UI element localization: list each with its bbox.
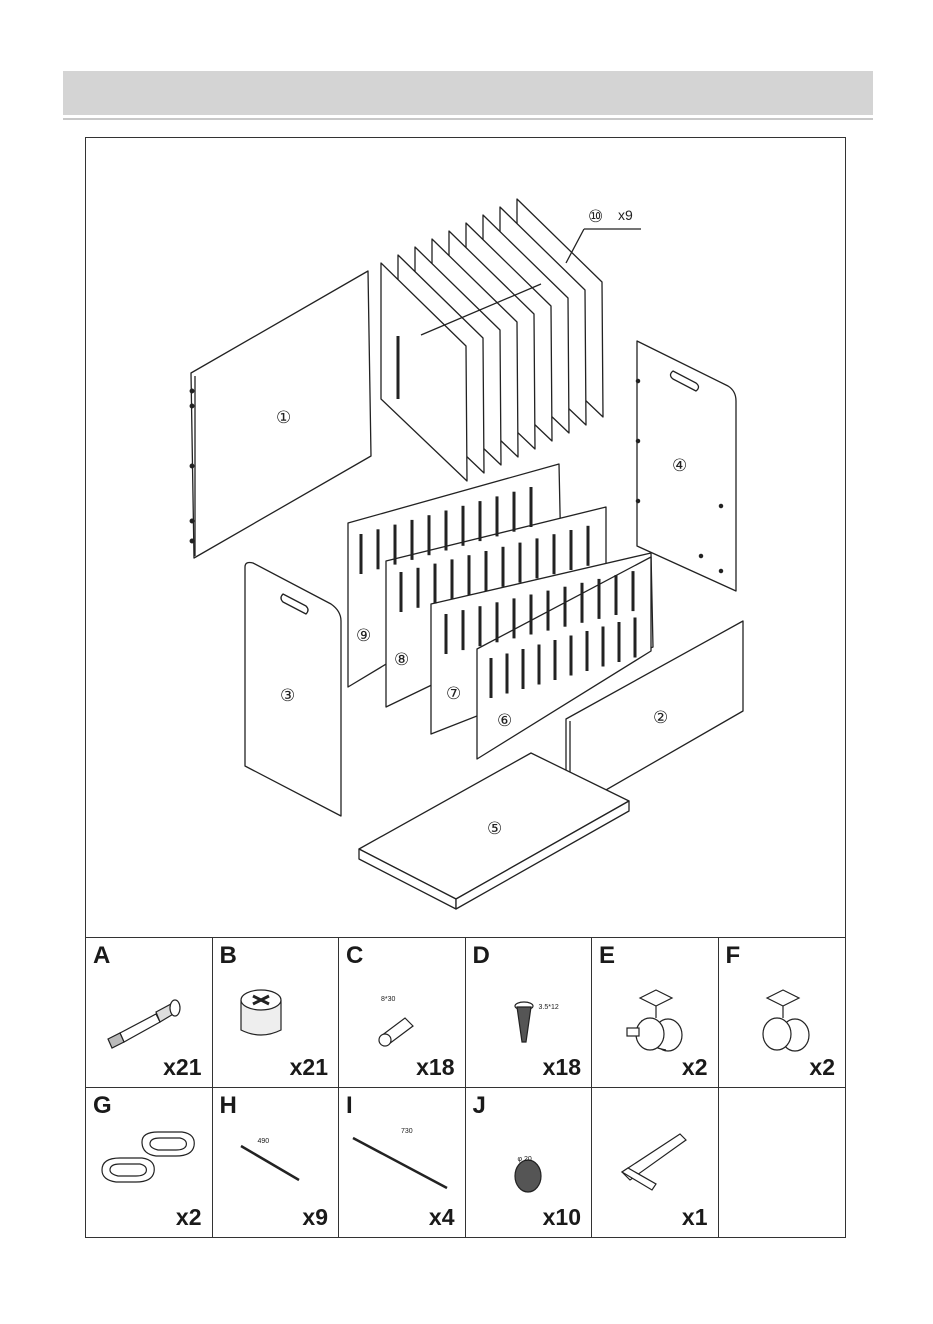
part-quantity: x2 xyxy=(681,1053,708,1080)
part-letter: B xyxy=(219,942,237,969)
part-quantity: x10 xyxy=(542,1204,581,1230)
part-cell-d xyxy=(466,938,593,1088)
part-quantity: x1 xyxy=(681,1204,708,1230)
callout-9: ⑨ xyxy=(356,626,372,646)
part-quantity: x21 xyxy=(289,1053,328,1080)
part-letter: F xyxy=(725,942,741,969)
part-cell-j xyxy=(466,1088,593,1238)
part-letter: C xyxy=(346,942,364,969)
part-cell-i xyxy=(339,1088,466,1238)
part-dimension: φ 20 xyxy=(517,1155,532,1163)
header-rule xyxy=(63,118,873,120)
callout-6: ⑥ xyxy=(497,711,513,731)
header-bar xyxy=(63,71,873,115)
exploded-diagram xyxy=(85,137,846,938)
part-cell-11 xyxy=(592,1088,719,1238)
part-letter: E xyxy=(599,942,616,969)
part-cell-h xyxy=(213,1088,340,1238)
part-cell-g xyxy=(86,1088,213,1238)
part-cell-f xyxy=(719,938,846,1088)
panel-3 xyxy=(245,563,341,817)
callout-8: ⑧ xyxy=(394,650,410,670)
part-letter: H xyxy=(219,1091,237,1119)
dividers-10 xyxy=(381,199,603,481)
part-letter: D xyxy=(472,942,490,969)
callout-7: ⑦ xyxy=(446,684,462,704)
part-cell-a xyxy=(86,938,213,1088)
part-cell-e xyxy=(592,938,719,1088)
part-letter: J xyxy=(472,1091,486,1119)
part-quantity: x2 xyxy=(175,1204,202,1230)
part-dimension: 8*30 xyxy=(381,996,396,1003)
part-dimension: 490 xyxy=(257,1137,270,1145)
callout-4: ④ xyxy=(672,456,688,476)
part-quantity: x2 xyxy=(809,1053,835,1080)
part-letter: I xyxy=(346,1091,353,1119)
callout-5: ⑤ xyxy=(487,819,503,839)
callout-2: ② xyxy=(653,708,669,728)
panel-1 xyxy=(190,271,371,558)
part-quantity: x21 xyxy=(163,1053,202,1080)
callout-1: ① xyxy=(276,408,292,428)
part-dimension: 730 xyxy=(401,1127,413,1135)
part-quantity: x18 xyxy=(416,1053,455,1080)
part-quantity: x4 xyxy=(428,1204,455,1230)
callout-3: ③ xyxy=(280,686,296,706)
hardware-parts-grid xyxy=(85,937,846,1238)
callout-10: ⑩ xyxy=(588,207,604,227)
part-dimension: 3.5*12 xyxy=(538,1004,559,1011)
part-cell-12 xyxy=(719,1088,846,1238)
part-letter: A xyxy=(93,942,111,969)
part-cell-b xyxy=(213,938,340,1088)
part-cell-c xyxy=(339,938,466,1088)
divider-quantity: x9 xyxy=(618,207,633,223)
part-quantity: x9 xyxy=(302,1204,328,1230)
part-letter: G xyxy=(93,1091,112,1119)
part-quantity: x18 xyxy=(542,1053,581,1080)
